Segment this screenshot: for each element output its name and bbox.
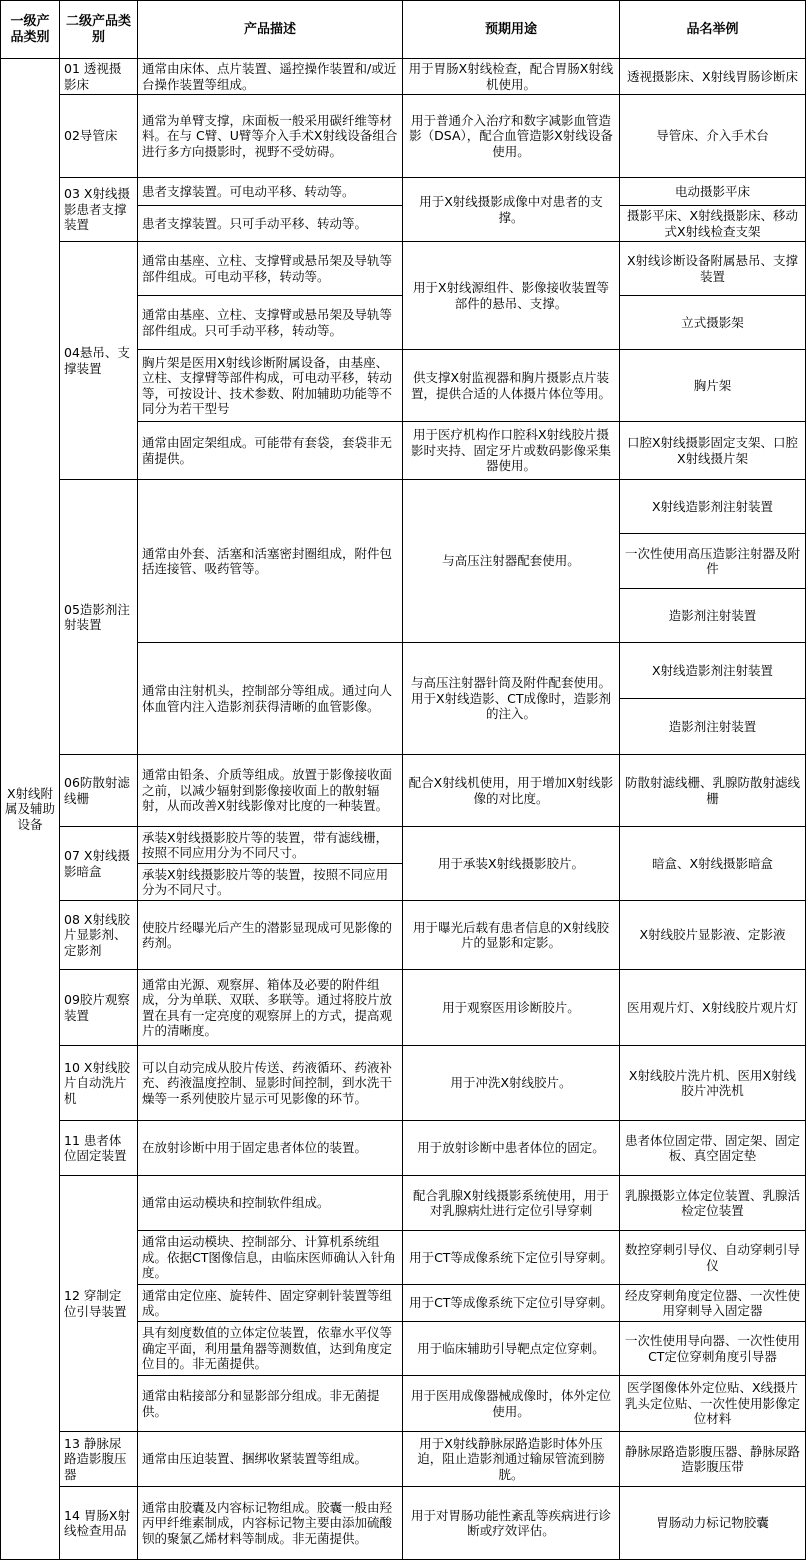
level2-category: 08 X射线胶片显影剂、定影剂 bbox=[59, 900, 138, 970]
product-example-cell: 患者体位固定带、固定架、固定板、真空固定垫 bbox=[619, 1120, 806, 1176]
intended-use-cell: 用于X射线源组件、影像接收装置等部件的悬吊、支撑。 bbox=[402, 241, 620, 350]
description-cell: 通常由光源、观察屏、箱体及必要的附件组成，分为单联、双联、多联等。通过将胶片放置在具有一定亮度的观察屏上的方式，提高观片的清晰度。 bbox=[137, 969, 403, 1046]
intended-use-cell: 与高压注射器针筒及附件配套使用。用于X射线造影、CT成像时，造影剂的注入。 bbox=[402, 642, 620, 755]
product-example-cell: 胸片架 bbox=[619, 349, 806, 422]
header-level1: 一级产品类别 bbox=[0, 0, 60, 59]
product-example-cell: 造影剂注射装置 bbox=[619, 588, 806, 643]
level2-category: 04悬吊、支撑装置 bbox=[59, 241, 138, 480]
header-level2: 二级产品类别 bbox=[59, 0, 138, 59]
description-cell: 可以自动完成从胶片传送、药液循环、药液补充、药液温度控制、显影时间控制，到水洗干燥等一系列使胶片显示可见影像的环节。 bbox=[137, 1045, 403, 1121]
intended-use-cell: 用于X射线静脉尿路造影时体外压迫，阻止造影剂通过输尿管流到膀胱。 bbox=[402, 1431, 620, 1487]
description-cell: 通常由固定架组成。可能带有套袋，套袋非无菌提供。 bbox=[137, 421, 403, 480]
intended-use-cell: 用于对胃肠功能性紊乱等疾病进行诊断或疗效评估。 bbox=[402, 1486, 620, 1560]
description-cell: 使胶片经曝光后产生的潜影显现成可见影像的药剂。 bbox=[137, 900, 403, 970]
product-example-cell: 摄影平床、X射线摄影床、移动式X射线检查支架 bbox=[619, 205, 806, 242]
product-example-cell: 口腔X射线摄影固定支架、口腔X射线摄片架 bbox=[619, 421, 806, 480]
product-example-cell: 乳腺摄影立体定位装置、乳腺活检定位装置 bbox=[619, 1175, 806, 1231]
description-cell: 通常由胶囊及内容标记物组成。胶囊一般由羟丙甲纤维素制成，内容标记物主要由添加硫酸钡的聚氯乙烯材料等制成。非无菌提供。 bbox=[137, 1486, 403, 1560]
description-cell: 通常由床体、点片装置、遥控操作装置和/或近台操作装置等组成。 bbox=[137, 58, 403, 95]
level2-category: 10 X射线胶片自动洗片机 bbox=[59, 1045, 138, 1121]
intended-use-cell: 配合乳腺X射线摄影系统使用，用于对乳腺病灶进行定位引导穿刺 bbox=[402, 1175, 620, 1231]
product-example-cell: 数控穿刺引导仪、自动穿刺引导仪 bbox=[619, 1230, 806, 1285]
intended-use-cell: 用于CT等成像系统下定位引导穿刺。 bbox=[402, 1230, 620, 1285]
level2-category: 11 患者体位固定装置 bbox=[59, 1120, 138, 1176]
intended-use-cell: 用于承装X射线摄影胶片。 bbox=[402, 826, 620, 901]
product-example-cell: 经皮穿刺角度定位器、一次性使用穿刺导入固定器 bbox=[619, 1284, 806, 1322]
level2-category: 09胶片观察装置 bbox=[59, 969, 138, 1046]
intended-use-cell: 用于观察医用诊断胶片。 bbox=[402, 969, 620, 1046]
header-example: 品名举例 bbox=[619, 0, 806, 59]
product-example-cell: 暗盒、X射线摄影暗盒 bbox=[619, 826, 806, 901]
product-example-cell: 一次性使用导向器、一次性使用CT定位穿刺角度引导器 bbox=[619, 1321, 806, 1376]
level1-category: X射线附属及辅助设备 bbox=[0, 58, 60, 1560]
description-cell: 患者支撑装置。只可手动平移、转动等。 bbox=[137, 205, 403, 242]
level2-category: 07 X射线摄影暗盒 bbox=[59, 826, 138, 901]
product-example-cell: X射线胶片洗片机、医用X射线胶片冲洗机 bbox=[619, 1045, 806, 1121]
product-example-cell: X射线造影剂注射装置 bbox=[619, 642, 806, 699]
product-example-cell: X射线诊断设备附属悬吊、支撑装置 bbox=[619, 241, 806, 296]
level2-category: 13 静脉尿路造影腹压器 bbox=[59, 1431, 138, 1487]
intended-use-cell: 用于CT等成像系统下定位引导穿刺。 bbox=[402, 1284, 620, 1322]
intended-use-cell: 用于冲洗X射线胶片。 bbox=[402, 1045, 620, 1121]
intended-use-cell: 用于医疗机构作口腔科X射线胶片摄影时夹持、固定牙片或数码影像采集器使用。 bbox=[402, 421, 620, 480]
intended-use-cell: 用于X射线摄影成像中对患者的支撑。 bbox=[402, 177, 620, 242]
description-cell: 通常由外套、活塞和活塞密封圈组成，附件包括连接管、吸药管等。 bbox=[137, 479, 403, 643]
description-cell: 胸片架是医用X射线诊断附属设备，由基座、立柱、支撑臂等部件构成，可电动平移，转动等，可按设计、技术参数、附加辅助功能等不同分为若干型号 bbox=[137, 349, 403, 422]
product-example-cell: X射线造影剂注射装置 bbox=[619, 479, 806, 534]
intended-use-cell: 用于临床辅助引导靶点定位穿刺。 bbox=[402, 1321, 620, 1376]
intended-use-cell: 用于曝光后载有患者信息的X射线胶片的显影和定影。 bbox=[402, 900, 620, 970]
product-example-cell: 透视摄影床、X射线胃肠诊断床 bbox=[619, 58, 806, 95]
header-description: 产品描述 bbox=[137, 0, 403, 59]
description-cell: 承装X射线摄影胶片等的装置，带有滤线栅，按照不同应用分为不同尺寸。 bbox=[137, 826, 403, 864]
product-example-cell: 医用观片灯、X射线胶片观片灯 bbox=[619, 969, 806, 1046]
product-example-cell: 电动摄影平床 bbox=[619, 177, 806, 206]
intended-use-cell: 用于医用成像器械成像时，体外定位使用。 bbox=[402, 1375, 620, 1432]
description-cell: 承装X射线摄影胶片等的装置，按照不同应用分为不同尺寸。 bbox=[137, 863, 403, 901]
product-example-cell: 胃肠动力标记物胶囊 bbox=[619, 1486, 806, 1560]
description-cell: 具有刻度数值的立体定位装置，依靠水平仪等确定平面，利用量角器等测数值，达到角度定位目的。非无菌提供。 bbox=[137, 1321, 403, 1376]
product-example-cell: 立式摄影架 bbox=[619, 295, 806, 350]
level2-category: 14 胃肠X射线检查用品 bbox=[59, 1486, 138, 1560]
product-example-cell: 防散射滤线栅、乳腺防散射滤线栅 bbox=[619, 754, 806, 827]
intended-use-cell: 供支撑X射监视器和胸片摄影点片装置，提供合适的人体摄片体位等用。 bbox=[402, 349, 620, 422]
level2-category: 03 X射线摄影患者支撑装置 bbox=[59, 177, 138, 242]
product-example-cell: 医学图像体外定位贴、X线摄片乳头定位贴、一次性使用影像定位材料 bbox=[619, 1375, 806, 1432]
intended-use-cell: 用于放射诊断中患者体位的固定。 bbox=[402, 1120, 620, 1176]
description-cell: 通常由定位座、旋转件、固定穿刺针装置等组成。 bbox=[137, 1284, 403, 1322]
description-cell: 通常由基座、立柱、支撑臂或悬吊架及导轨等部件组成。可电动平移，转动等。 bbox=[137, 241, 403, 296]
level2-category: 05造影剂注射装置 bbox=[59, 479, 138, 755]
description-cell: 通常为单臂支撑，床面板一般采用碳纤维等材料。在与 C臂、U臂等介入手术X射线设备组合进行多方向摄影时，视野不受妨碍。 bbox=[137, 94, 403, 178]
description-cell: 通常由粘接部分和显影部分组成。非无菌提供。 bbox=[137, 1375, 403, 1432]
description-cell: 通常由运动模块、控制部分、计算机系统组成。依据CT图像信息，由临床医师确认入针角度。 bbox=[137, 1230, 403, 1285]
product-example-cell: 一次性使用高压造影注射器及附件 bbox=[619, 533, 806, 589]
description-cell: 在放射诊断中用于固定患者体位的装置。 bbox=[137, 1120, 403, 1176]
level2-category: 06防散射滤线栅 bbox=[59, 754, 138, 827]
description-cell: 通常由注射机头，控制部分等组成。通过向人体血管内注入造影剂获得清晰的血管影像。 bbox=[137, 642, 403, 755]
intended-use-cell: 配合X射线机使用，用于增加X射线影像的对比度。 bbox=[402, 754, 620, 827]
level2-category: 02导管床 bbox=[59, 94, 138, 178]
description-cell: 通常由基座、立柱、支撑臂或悬吊架及导轨等部件组成。只可手动平移，转动等。 bbox=[137, 295, 403, 350]
product-example-cell: X射线胶片显影液、定影液 bbox=[619, 900, 806, 970]
description-cell: 通常由压迫装置、捆绑收紧装置等组成。 bbox=[137, 1431, 403, 1487]
intended-use-cell: 用于胃肠X射线检查，配合胃肠X射线机使用。 bbox=[402, 58, 620, 95]
product-example-cell: 导管床、介入手术台 bbox=[619, 94, 806, 178]
header-use: 预期用途 bbox=[402, 0, 620, 59]
description-cell: 通常由铅条、介质等组成。放置于影像接收面之前，以减少辐射到影像接收面上的散射辐射，从而改善X射线影像对比度的一种装置。 bbox=[137, 754, 403, 827]
product-example-cell: 造影剂注射装置 bbox=[619, 698, 806, 755]
intended-use-cell: 与高压注射器配套使用。 bbox=[402, 479, 620, 643]
description-cell: 通常由运动模块和控制软件组成。 bbox=[137, 1175, 403, 1231]
description-cell: 患者支撑装置。可电动平移、转动等。 bbox=[137, 177, 403, 206]
product-example-cell: 静脉尿路造影腹压器、静脉尿路造影腹压带 bbox=[619, 1431, 806, 1487]
intended-use-cell: 用于普通介入治疗和数字减影血管造影（DSA），配合血管造影X射线设备使用。 bbox=[402, 94, 620, 178]
level2-category: 01 透视摄影床 bbox=[59, 58, 138, 95]
level2-category: 12 穿制定位引导装置 bbox=[59, 1175, 138, 1432]
